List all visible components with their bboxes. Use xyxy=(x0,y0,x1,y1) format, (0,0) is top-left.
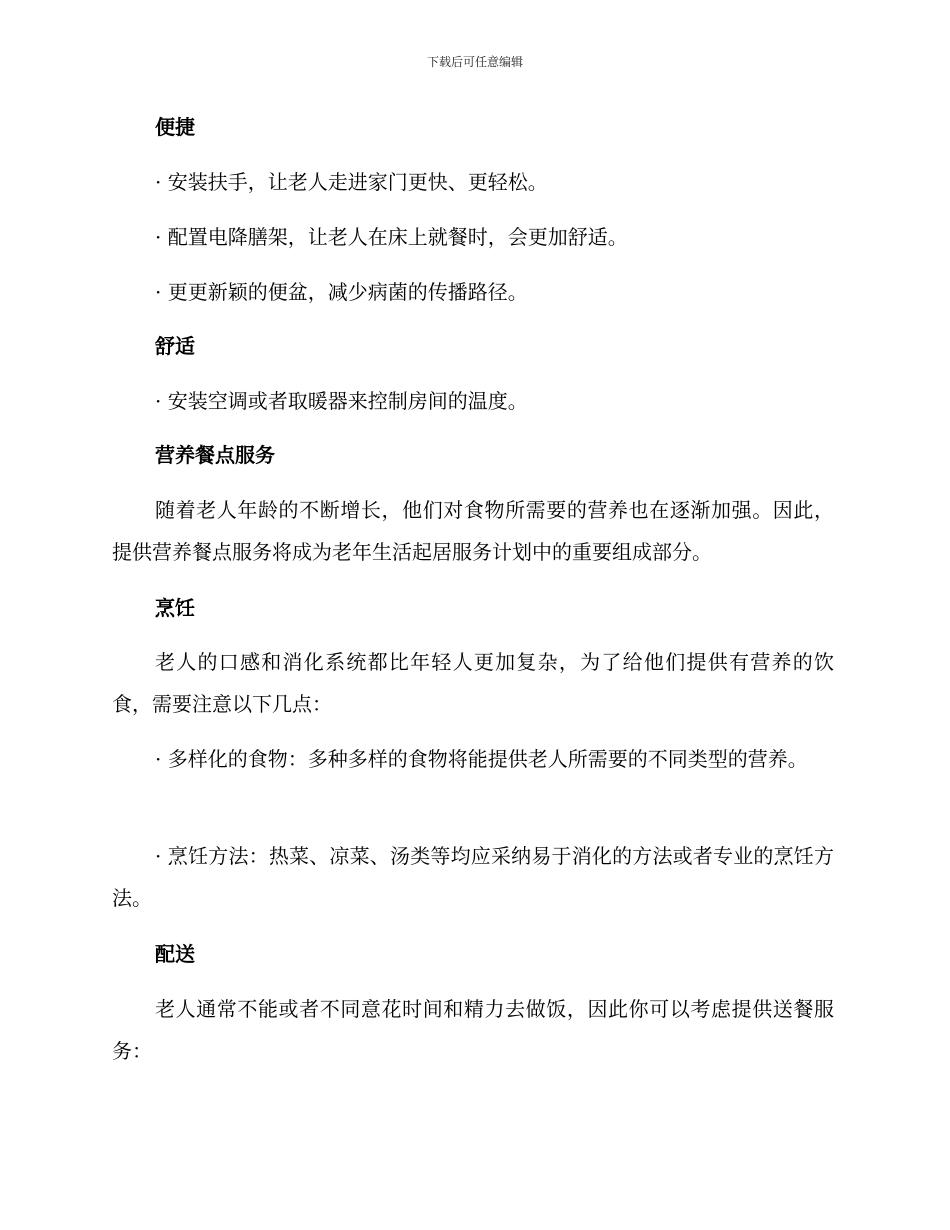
heading-convenience: 便捷 xyxy=(155,115,195,139)
paragraph-cooking: 老人的口感和消化系统都比年轻人更加复杂，为了给他们提供有营养的饮食，需要注意以下几点： xyxy=(112,650,834,716)
heading-comfort: 舒适 xyxy=(155,334,195,358)
paragraph-nutrition: 随着老人年龄的不断增长，他们对食物所需要的营养也在逐渐加强。因此，提供营养餐点服务将成为老年生活起居服务计划中的重要组成部分。 xyxy=(112,498,834,564)
paragraph-delivery: 老人通常不能或者不同意花时间和精力去做饭，因此你可以考虑提供送餐服务： xyxy=(112,997,834,1063)
bullet-tray: · 配置电降膳架，让老人在床上就餐时，会更加舒适。 xyxy=(155,225,628,249)
bullet-bedpan: · 更更新颖的便盆，减少病菌的传播路径。 xyxy=(155,280,528,304)
bullet-aircon: · 安装空调或者取暖器来控制房间的温度。 xyxy=(155,389,528,413)
heading-cooking: 烹饪 xyxy=(155,596,195,620)
bullet-cooking-method: · 烹饪方法：热菜、凉菜、汤类等均应采纳易于消化的方法或者专业的烹饪方法。 xyxy=(112,844,834,910)
heading-nutrition: 营养餐点服务 xyxy=(155,443,275,467)
page-header: 下载后可任意编辑 xyxy=(426,55,523,69)
heading-delivery: 配送 xyxy=(155,942,195,966)
bullet-food-variety: · 多样化的食物：多种多样的食物将能提供老人所需要的不同类型的营养。 xyxy=(155,747,808,771)
bullet-handrail: · 安装扶手，让老人走进家门更快、更轻松。 xyxy=(155,170,548,194)
